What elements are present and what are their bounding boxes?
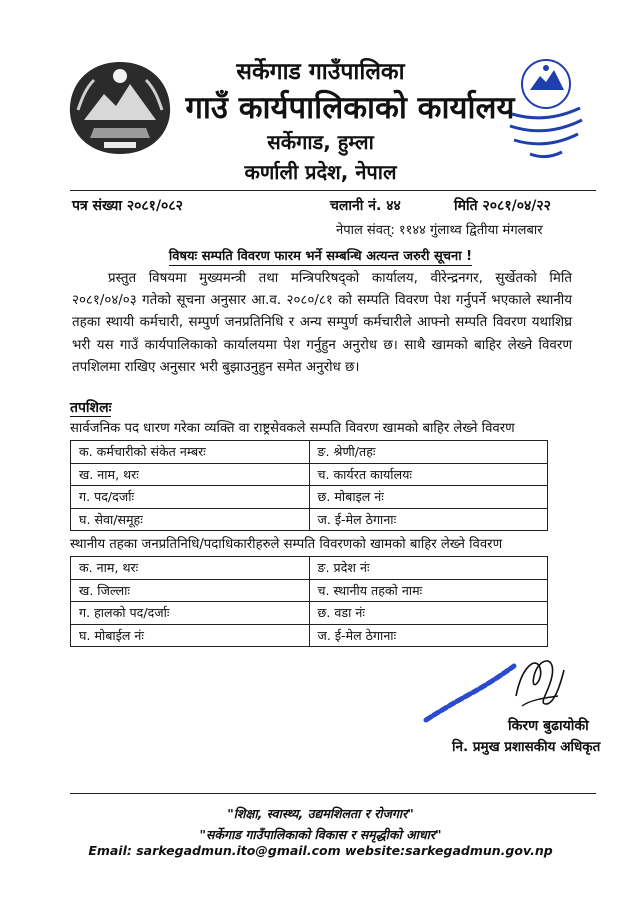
table-cell: ग. हालको पद/दर्जाः <box>71 602 310 625</box>
subject-line <box>0 246 641 264</box>
table-cell: ज. ई-मेल ठेगानाः <box>309 624 548 647</box>
signer-name: किरण बुढायोकी <box>508 718 589 734</box>
footer-divider <box>70 793 596 794</box>
org-name: सर्केगाड गाउँपालिका <box>236 59 405 85</box>
dispatch-value: ४४ <box>386 198 401 214</box>
table-row <box>71 463 548 486</box>
table-cell: घ. सेवा/समूहः <box>71 508 310 531</box>
dispatch-label: चलानी नं. <box>330 198 382 214</box>
table-cell: छ. वडा नंः <box>309 602 548 625</box>
signer-title: नि. प्रमुख प्रशासकीय अधिकृत <box>452 739 601 755</box>
table-cell: ग. पद/दर्जाः <box>71 486 310 509</box>
table-cell: ख. नाम, थरः <box>71 463 310 486</box>
table-cell: छ. मोबाइल नंः <box>309 486 548 509</box>
table-cell: घ. मोबाईल नंः <box>71 624 310 647</box>
office-name: गाउँ कार्यपालिकाको कार्यालय <box>185 90 515 126</box>
table-cell: क. नाम, थरः <box>71 557 310 580</box>
table-row <box>71 486 548 509</box>
footer-slogan-1: "शिक्षा, स्वास्थ्य, उद्यमशिलता र रोजगार" <box>227 806 414 821</box>
address-line-2: कर्णाली प्रदेश, नेपाल <box>244 160 397 184</box>
table-cell: च. कार्यरत कार्यालयः <box>309 463 548 486</box>
table-row <box>71 508 548 531</box>
table2-caption: स्थानीय तहका जनप्रतिनिधि/पदाधिकारीहरुले सम्पति विवरणको खामको बाहिर लेख्ने विवरण <box>70 537 503 552</box>
table2 <box>70 556 548 647</box>
nepal-samvat-date: नेपाल संवत्: ११४४ गुंलाथ्व द्वितीया मंगलबार <box>336 223 543 238</box>
dispatch-number <box>330 196 401 215</box>
table-row <box>71 579 548 602</box>
table1-caption: सार्वजनिक पद धारण गरेका व्यक्ति वा राष्ट्रसेवकले सम्पति विवरण खामको बाहिर लेख्ने विवरण <box>70 421 515 436</box>
header-divider <box>70 190 596 191</box>
letter-date: मिति २०८१/०४/२२ <box>454 198 551 214</box>
subject-text: विषयः सम्पति विवरण फारम भर्ने सम्बन्धि अत्यन्त जरुरी सूचना ! <box>168 249 473 264</box>
table-row <box>71 557 548 580</box>
table-cell: ख. जिल्लाः <box>71 579 310 602</box>
table-row <box>71 441 548 464</box>
letter-number: पत्र संख्या २०८१/०८२ <box>72 198 183 214</box>
office-seal-icon <box>502 50 590 168</box>
details-heading-text: तपशिलः <box>70 400 112 416</box>
table-row <box>71 624 548 647</box>
address-line-1: सर्केगाड, हुम्ला <box>267 130 374 154</box>
footer-slogan-2: "सर्केगाड गाउँपालिकाको विकास र समृद्धीको आधार" <box>199 827 442 842</box>
table-cell: च. स्थानीय तहको नामः <box>309 579 548 602</box>
footer-contact: Email: sarkegadmun.ito@gmail.com website:sarkegadmun.gov.np <box>88 843 553 858</box>
body-paragraph: प्रस्तुत विषयमा मुख्यमन्त्री तथा मन्त्रिपरिषद्को कार्यालय, वीरेन्द्रनगर, सुर्खेतको मिति २०८१/०४/०३ गतेको सूचना अनुसार आ.व. २०८०/८१ को सम्पति विवरण पेश गर्नुपर्ने भएकाले स्थानीय तहका स्थायी कर्मचारी, सम्पुर्ण जनप्रतिनिधि र अन्य सम्पुर्ण कर्मचारीले आफ्नो सम्पति विवरण यथाशिघ्र भरी यस गाउँ कार्यपालिकाको कार्यालयमा पेश गर्नुहुन अनुरोध छ। साथै खामको बाहिर लेख्ने विवरण तपशिलमा राखिए अनुसार भरी बुझाउनुहुन समेत अनुरोध छ। <box>72 271 572 375</box>
details-heading <box>70 398 111 417</box>
table-cell: ङ. श्रेणी/तहः <box>309 441 548 464</box>
table-row <box>71 602 548 625</box>
table-cell: क. कर्मचारीको संकेत नम्बरः <box>71 441 310 464</box>
table1 <box>70 440 548 531</box>
table-cell: ज. ई-मेल ठेगानाः <box>309 508 548 531</box>
table-cell: ङ. प्रदेश नंः <box>309 557 548 580</box>
